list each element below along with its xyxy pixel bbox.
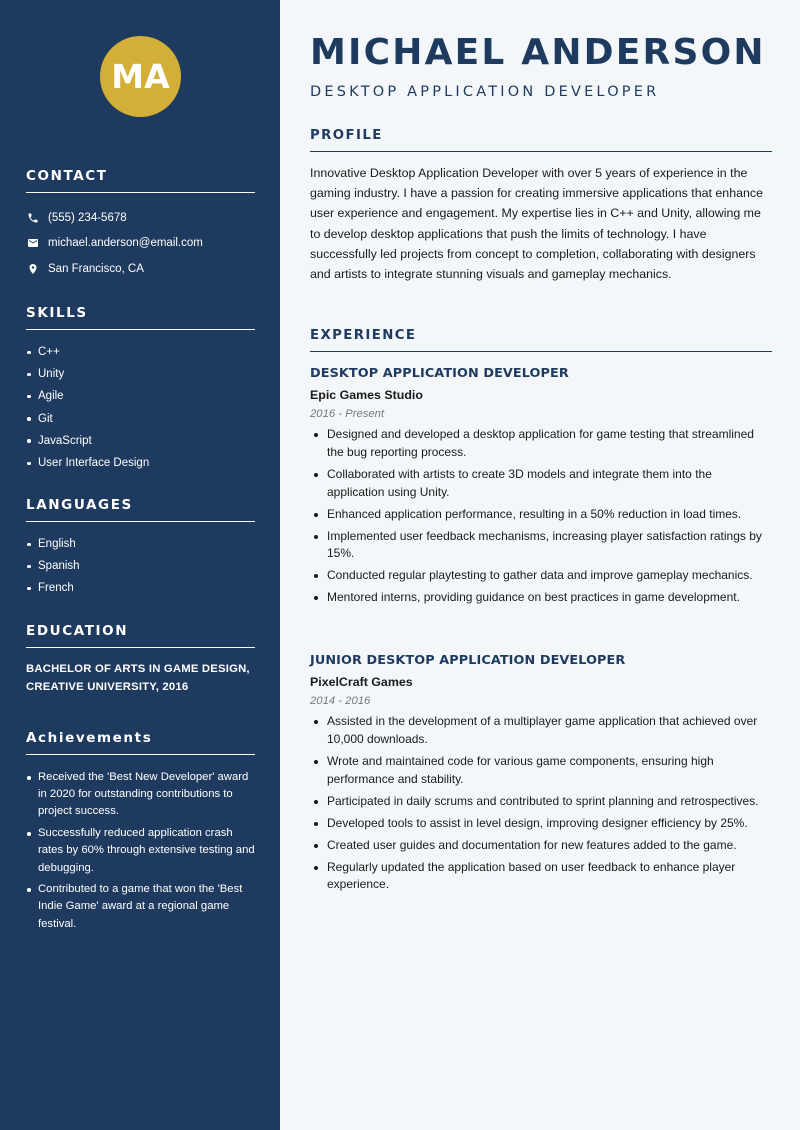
education-line-2: CREATIVE UNIVERSITY, 2016 [26, 681, 189, 693]
achievement-item: Contributed to a game that won the 'Best Indie Game' award at a regional game festival. [26, 881, 255, 933]
job-company: PixelCraft Games [310, 675, 413, 689]
contact-phone [26, 205, 255, 231]
contact-section [26, 168, 255, 282]
job-bullets [310, 713, 772, 894]
job-bullet: Enhanced application performance, resulting in a 50% reduction in load times. [310, 506, 772, 524]
profile-text: Innovative Desktop Application Developer with over 5 years of experience in the gaming industry. I have a passion for creating immersive applications that enhance user experience and engagement. My expertise lies in C++ and Unity, allowing me to develop desktop applications that push the limits of technology. I have successfully led projects from concept to completion, collaborating with designers and artists to integrate stunning visuals and gameplay mechanics. [310, 166, 763, 282]
email-text: michael.anderson@email.com [48, 237, 203, 250]
job-bullet: Participated in daily scrums and contributed to sprint planning and retrospectives. [310, 793, 772, 811]
candidate-name: MICHAEL ANDERSON [310, 32, 766, 73]
education-heading: EDUCATION [26, 623, 255, 648]
avatar-initials: MA [111, 57, 170, 96]
skill-item: Git [26, 408, 255, 430]
job-dates: 2014 - 2016 [310, 695, 371, 707]
job-entry [310, 653, 772, 898]
job-bullet: Mentored interns, providing guidance on best practices in game development. [310, 589, 772, 607]
email-icon [26, 236, 40, 250]
job-bullet: Designed and developed a desktop application for game testing that streamlined the bug reporting process. [310, 426, 772, 462]
avatar [100, 36, 181, 117]
achievements-heading: Achievements [26, 730, 255, 755]
location-pin-icon [26, 262, 40, 276]
skill-item: C++ [26, 341, 255, 363]
job-bullet: Collaborated with artists to create 3D models and integrate them into the application using Unity. [310, 466, 772, 502]
skill-item: User Interface Design [26, 452, 255, 474]
phone-text: (555) 234-5678 [48, 211, 127, 224]
job-bullet: Regularly updated the application based on user feedback to enhance player experience. [310, 859, 772, 895]
languages-section [26, 497, 255, 600]
skill-item: Agile [26, 385, 255, 407]
skill-item: JavaScript [26, 430, 255, 452]
skill-item: Unity [26, 363, 255, 385]
languages-heading: LANGUAGES [26, 497, 255, 522]
achievements-section [26, 730, 255, 937]
contact-heading: CONTACT [26, 168, 255, 193]
phone-icon [26, 211, 40, 225]
experience-heading: EXPERIENCE [310, 328, 772, 352]
skills-heading: SKILLS [26, 305, 255, 330]
job-bullets [310, 426, 772, 607]
achievement-item: Received the 'Best New Developer' award in 2020 for outstanding contributions to project success. [26, 769, 255, 821]
job-title-header: DESKTOP APPLICATION DEVELOPER [310, 84, 660, 100]
education-section [26, 623, 255, 696]
job-bullet: Implemented user feedback mechanisms, increasing player satisfaction ratings by 15%. [310, 528, 772, 564]
job-bullet: Conducted regular playtesting to gather data and improve gameplay mechanics. [310, 567, 772, 585]
job-bullet: Assisted in the development of a multiplayer game application that achieved over 10,000 downloads. [310, 713, 772, 749]
job-company: Epic Games Studio [310, 388, 423, 402]
languages-list [26, 533, 255, 600]
contact-list [26, 205, 255, 282]
job-dates: 2016 - Present [310, 408, 385, 420]
profile-heading: PROFILE [310, 128, 772, 152]
achievement-item: Successfully reduced application crash rates by 60% through extensive testing and debugging. [26, 825, 255, 877]
skills-section [26, 305, 255, 474]
education-degree [26, 660, 255, 696]
language-item: French [26, 577, 255, 599]
language-item: English [26, 533, 255, 555]
skills-list [26, 341, 255, 474]
job-title: JUNIOR DESKTOP APPLICATION DEVELOPER [310, 653, 626, 668]
job-entry [310, 366, 772, 611]
job-bullet: Developed tools to assist in level design, improving designer efficiency by 25%. [310, 815, 772, 833]
language-item: Spanish [26, 555, 255, 577]
achievements-list [26, 769, 255, 933]
job-bullet: Wrote and maintained code for various game components, ensuring high performance and stability. [310, 753, 772, 789]
job-title: DESKTOP APPLICATION DEVELOPER [310, 366, 569, 381]
education-line-1: BACHELOR OF ARTS IN GAME DESIGN, [26, 663, 250, 675]
location-text: San Francisco, CA [48, 262, 144, 275]
sidebar [0, 0, 280, 1130]
contact-email [26, 231, 255, 257]
job-bullet: Created user guides and documentation for new features added to the game. [310, 837, 772, 855]
contact-location [26, 256, 255, 282]
